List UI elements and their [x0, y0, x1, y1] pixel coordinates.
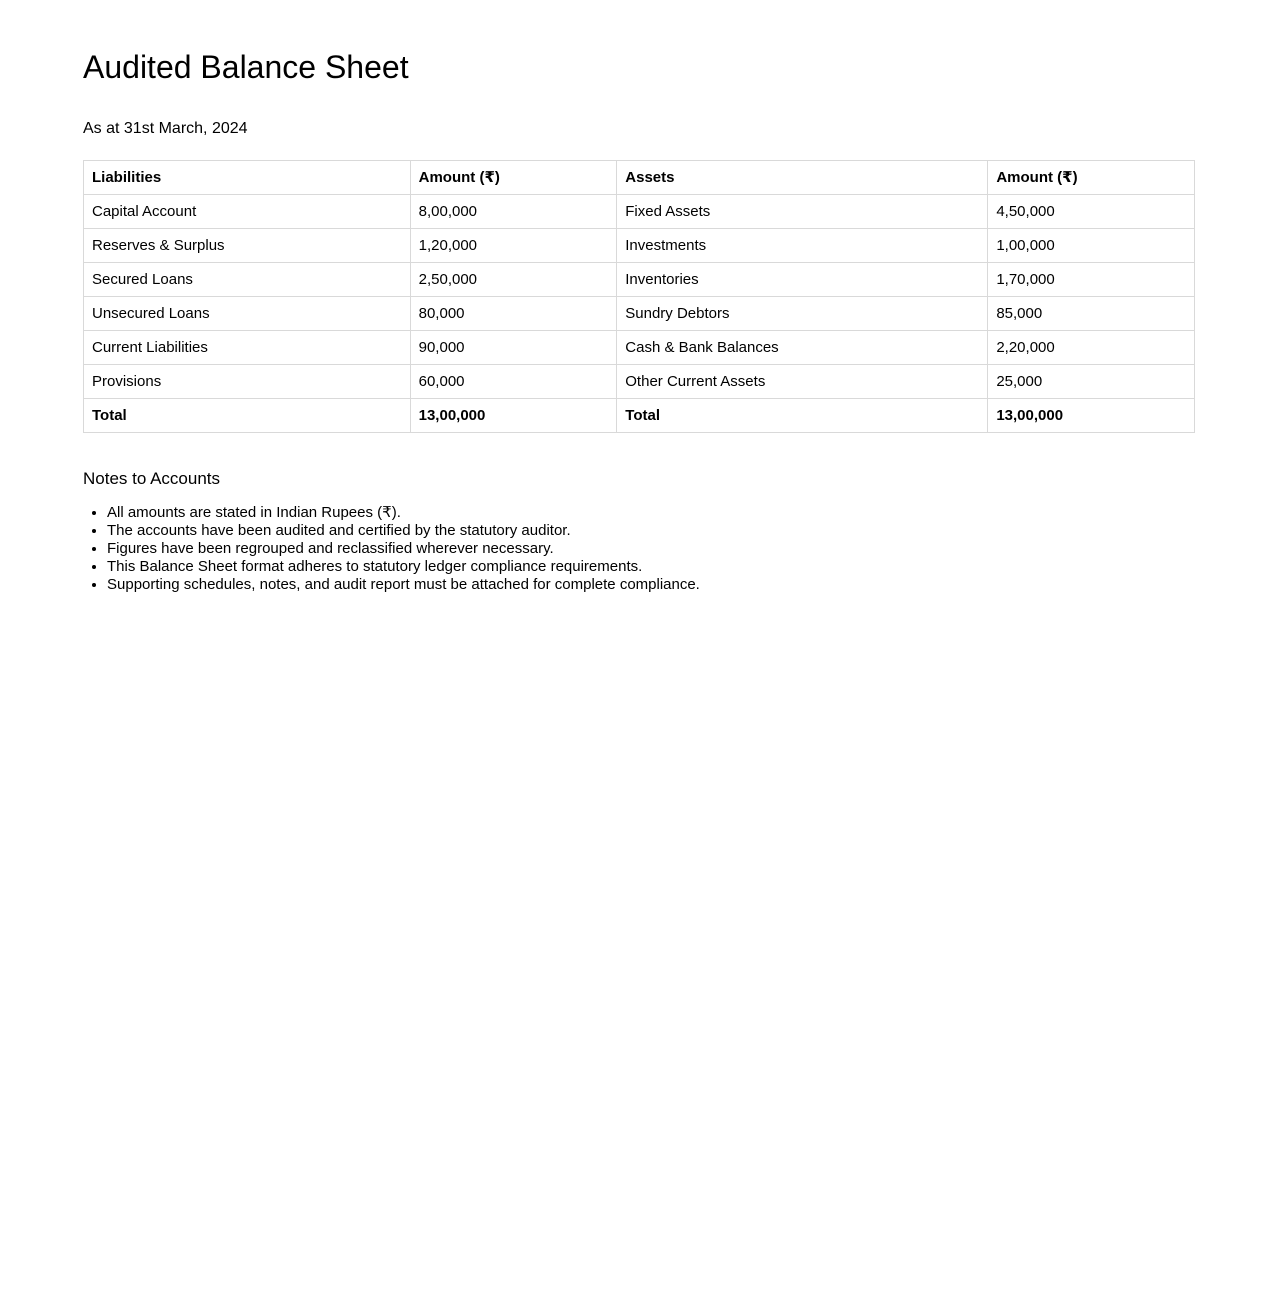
table-header-row: [84, 161, 1195, 195]
asset-name-cell: Fixed Assets: [617, 195, 988, 229]
table-total-row: [84, 399, 1195, 433]
liability-name-cell: Provisions: [84, 365, 411, 399]
note-item: • Supporting schedules, notes, and audit report must be attached for complete compliance.: [107, 576, 1195, 594]
liability-amount-cell: 2,50,000: [410, 263, 617, 297]
liability-name-cell: Unsecured Loans: [84, 297, 411, 331]
liabilities-total-label-cell: Total: [84, 399, 411, 433]
asset-name-cell: Cash & Bank Balances: [617, 331, 988, 365]
liabilities-total-amount-cell: 13,00,000: [410, 399, 617, 433]
asset-name-cell: Investments: [617, 229, 988, 263]
table-row: [84, 229, 1195, 263]
asset-amount-cell: 1,00,000: [988, 229, 1195, 263]
asset-amount-cell: 4,50,000: [988, 195, 1195, 229]
asset-amount-cell: 2,20,000: [988, 331, 1195, 365]
liability-amount-cell: 80,000: [410, 297, 617, 331]
liability-amount-cell: 8,00,000: [410, 195, 617, 229]
asset-name-cell: Other Current Assets: [617, 365, 988, 399]
note-item: • This Balance Sheet format adheres to statutory ledger compliance requirements.: [107, 558, 1195, 576]
liability-amount-cell: 90,000: [410, 331, 617, 365]
table-row: [84, 331, 1195, 365]
balance-sheet-table: [83, 160, 1195, 433]
notes-heading: Notes to Accounts: [83, 469, 221, 488]
table-row: [84, 195, 1195, 229]
assets-total-amount-cell: 13,00,000: [988, 399, 1195, 433]
column-header-assets-amount: Amount (₹): [988, 161, 1195, 195]
note-item: • All amounts are stated in Indian Rupees (₹).: [107, 504, 1195, 522]
liability-amount-cell: 1,20,000: [410, 229, 617, 263]
assets-total-label-cell: Total: [617, 399, 988, 433]
liability-name-cell: Capital Account: [84, 195, 411, 229]
table-row: [84, 297, 1195, 331]
asset-amount-cell: 85,000: [988, 297, 1195, 331]
column-header-liabilities-amount: Amount (₹): [410, 161, 617, 195]
asset-amount-cell: 25,000: [988, 365, 1195, 399]
page-title: Audited Balance Sheet: [83, 49, 409, 85]
liability-amount-cell: 60,000: [410, 365, 617, 399]
note-item: • Figures have been regrouped and reclassified wherever necessary.: [107, 540, 1195, 558]
note-item: • The accounts have been audited and certified by the statutory auditor.: [107, 522, 1195, 540]
notes-list: [83, 504, 1195, 594]
column-header-liabilities: Liabilities: [84, 161, 411, 195]
liability-name-cell: Secured Loans: [84, 263, 411, 297]
liability-name-cell: Reserves & Surplus: [84, 229, 411, 263]
report-date-subtitle: As at 31st March, 2024: [83, 120, 248, 137]
liability-name-cell: Current Liabilities: [84, 331, 411, 365]
table-row: [84, 263, 1195, 297]
asset-name-cell: Inventories: [617, 263, 988, 297]
asset-name-cell: Sundry Debtors: [617, 297, 988, 331]
column-header-assets: Assets: [617, 161, 988, 195]
table-row: [84, 365, 1195, 399]
asset-amount-cell: 1,70,000: [988, 263, 1195, 297]
